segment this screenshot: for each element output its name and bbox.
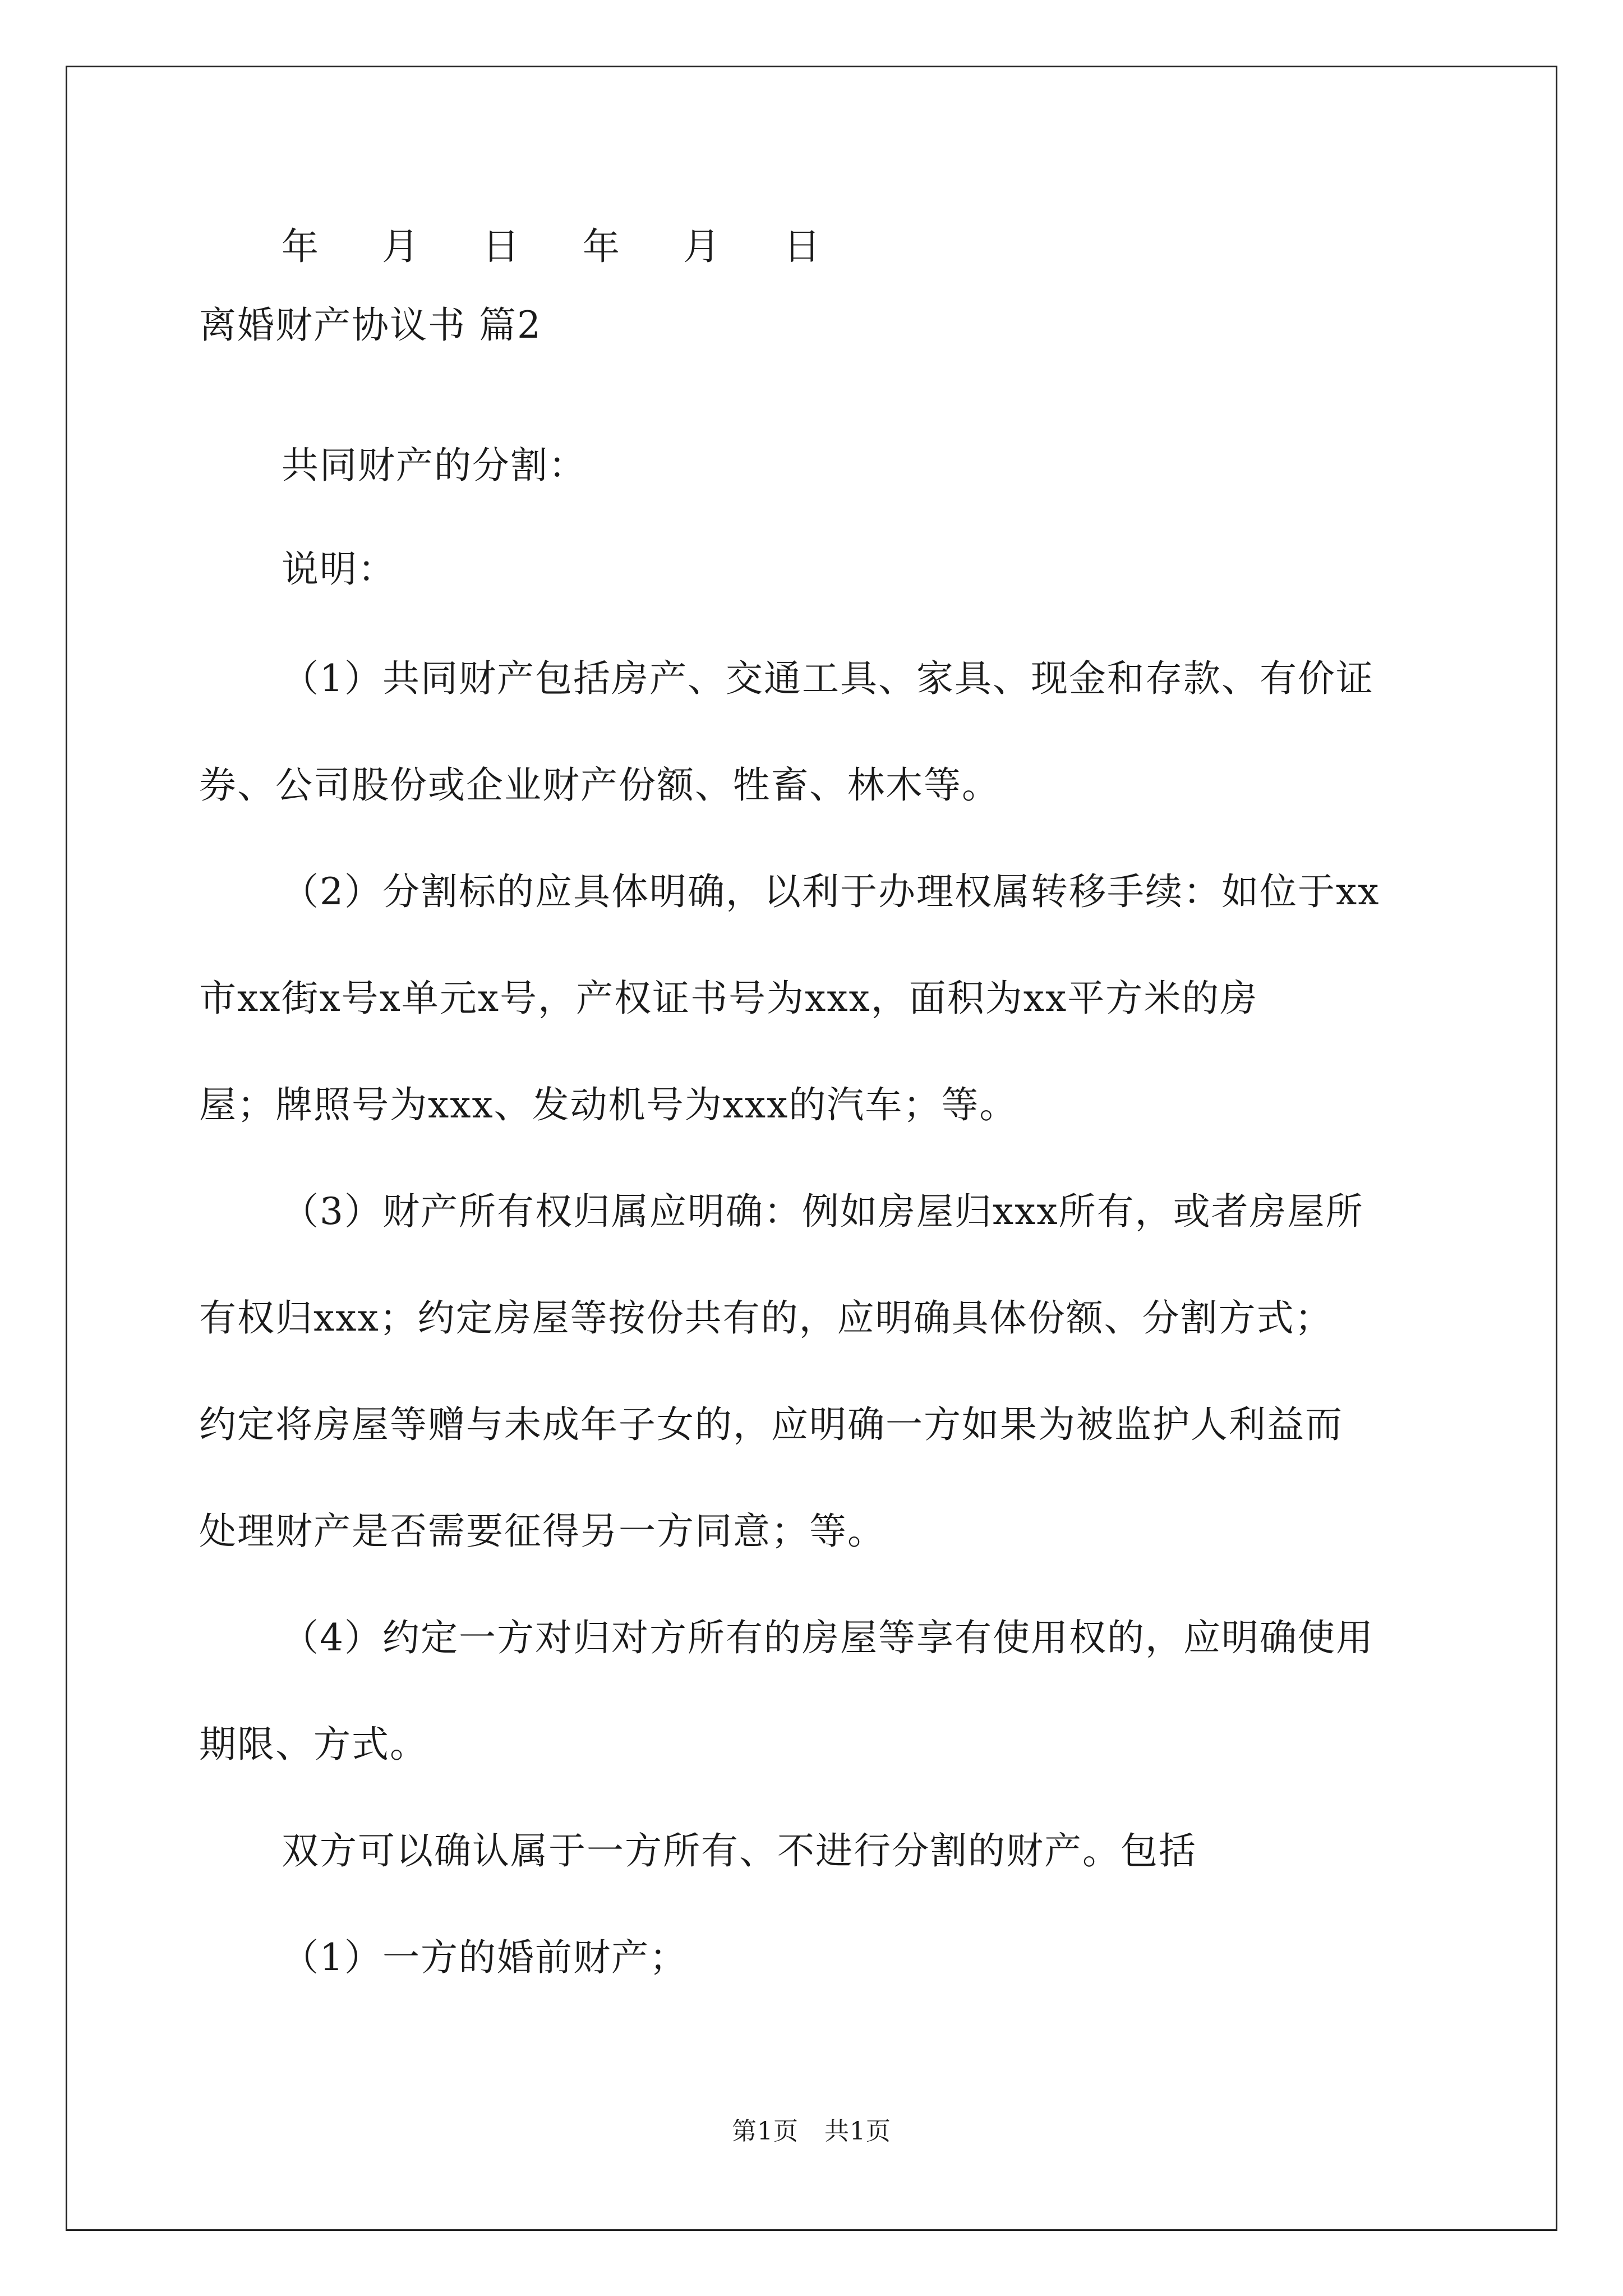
item3-line3: 约定将房屋等赠与未成年子女的，应明确一方如果为被监护人利益而: [199, 1403, 1343, 1446]
page-footer: [0, 2115, 1623, 2148]
item2-line2: 市xx街x号x单元x号，产权证书号为xxx，面积为xx平方米的房: [199, 977, 1258, 1020]
page-border: [66, 66, 1557, 2231]
item3-line2: 有权归xxx；约定房屋等按份共有的，应明确具体份额、分割方式；: [199, 1296, 1333, 1340]
item4-line2: 期限、方式。: [199, 1723, 428, 1766]
personal-item1: （1）一方的婚前财产；: [282, 1936, 688, 1979]
item2-line1: （2）分割标的应具体明确，以利于办理权属转移手续：如位于xx: [282, 870, 1380, 913]
section-heading: 共同财产的分割：: [282, 444, 587, 487]
note-heading: 说明：: [282, 547, 396, 591]
item1-line1: （1）共同财产包括房产、交通工具、家具、现金和存款、有价证: [282, 657, 1374, 700]
item3-line1: （3）财产所有权归属应明确：例如房屋归xxx所有，或者房屋所: [282, 1190, 1364, 1233]
date-line: 年 月 日 年 月 日: [282, 225, 846, 268]
personal-property-intro: 双方可以确认属于一方所有、不进行分割的财产。包括: [282, 1829, 1197, 1872]
item1-line2: 券、公司股份或企业财产份额、牲畜、林木等。: [199, 763, 1000, 807]
item4-line1: （4）约定一方对归对方所有的房屋等享有使用权的，应明确使用: [282, 1616, 1374, 1659]
page-total: 共1页: [824, 2117, 891, 2146]
item3-line4: 处理财产是否需要征得另一方同意；等。: [199, 1510, 886, 1553]
document-title: 离婚财产协议书 篇2: [199, 303, 542, 347]
item2-line3: 屋；牌照号为xxx、发动机号为xxx的汽车；等。: [199, 1083, 1018, 1126]
page-current: 第1页: [732, 2117, 799, 2146]
